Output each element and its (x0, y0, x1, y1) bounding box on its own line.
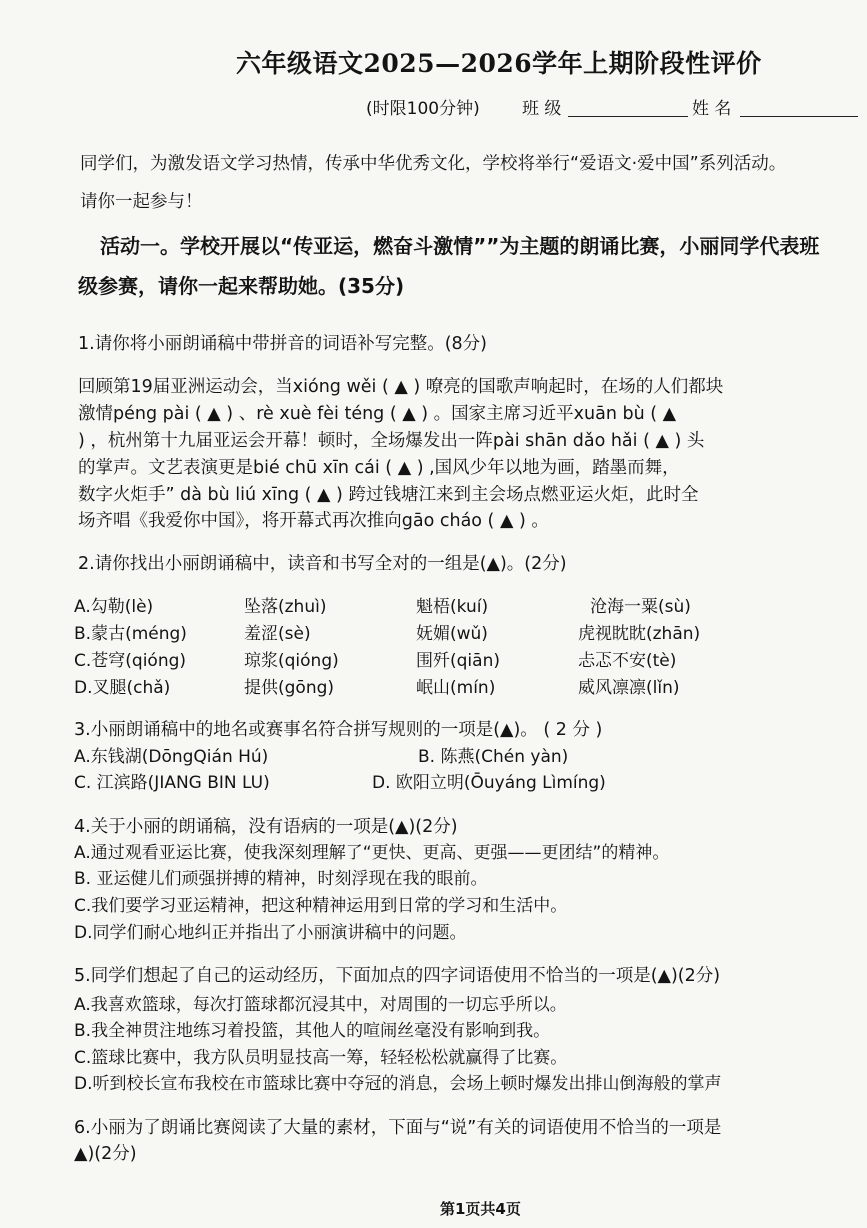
q2-stem: 2.请你找出小丽朗诵稿中，读音和书写全对的一组是(▲)。(2分) (78, 554, 567, 574)
q1-line: ) ，杭州第十九届亚运会开幕！顿时，全场爆发出一阵pài shān dǎo hǎi ( ▲ ) 头 (78, 431, 705, 451)
q4-option-a: A.通过观看亚运比赛，使我深刻理解了“更快、更高、更强——更团结”的精神。 (74, 843, 670, 863)
q2-option-a-2: 坠落(zhuì) (244, 597, 327, 617)
page-title: 六年级语文2025—2026学年上期阶段性评价 (236, 49, 762, 78)
q1-line: 回顾第19届亚洲运动会，当xióng wěi ( ▲ ) 嘹亮的国歌声响起时，在场的人们都块 (78, 377, 724, 397)
q4-option-d: D.同学们耐心地纠正并指出了小丽演讲稿中的问题。 (74, 923, 467, 943)
activity1-heading-line-2: 级参赛，请你一起来帮助她。(35分) (78, 274, 405, 298)
name-blank[interactable] (740, 92, 858, 117)
q2-option-c-2: 琼浆(qióng) (244, 651, 339, 671)
q4-stem: 4.关于小丽的朗诵稿，没有语病的一项是(▲)(2分) (74, 817, 458, 837)
q2-option-b-4: 虎视眈眈(zhān) (578, 624, 701, 644)
q2-option-b-1: B.蒙古(méng) (74, 624, 187, 644)
q2-option-d-1: D.叉腿(chǎ) (74, 678, 171, 698)
q2-option-c-1: C.苍穹(qióng) (74, 651, 187, 671)
q1-line: 激情péng pài ( ▲ ) 、rè xuè fèi téng ( ▲ ) 。国家主席习近平xuān bù ( ▲ (78, 404, 677, 424)
activity1-heading-line-1: 活动一。学校开展以“传亚运，燃奋斗激情””为主题的朗诵比赛，小丽同学代表班 (100, 234, 820, 258)
q3-stem: 3.小丽朗诵稿中的地名或赛事名符合拼写规则的一项是(▲)。 ( 2 分 ) (74, 720, 603, 740)
q2-option-b-3: 妩媚(wǔ) (416, 624, 488, 644)
q2-option-d-2: 提供(gōng) (244, 678, 335, 698)
q3-option-c: C. 江滨路(JIANG BIN LU) (74, 773, 270, 793)
q2-option-d-4: 威风凛凛(lǐn) (578, 678, 680, 698)
q2-option-b-2: 羞涩(sè) (244, 624, 311, 644)
q2-option-d-3: 岷山(mín) (416, 678, 496, 698)
q4-option-c: C.我们要学习亚运精神，把这种精神运用到日常的学习和生活中。 (74, 896, 568, 916)
name-label: 姓 名 (692, 99, 732, 119)
q1-stem: 1.请你将小丽朗诵稿中带拼音的词语补写完整。(8分) (78, 334, 487, 354)
q2-option-c-4: 忐忑不安(tè) (578, 651, 677, 671)
q6-stem-line-1: 6.小丽为了朗诵比赛阅读了大量的素材，下面与“说”有关的词语使用不恰当的一项是 (74, 1118, 722, 1138)
q6-stem-line-2: ▲)(2分) (74, 1144, 137, 1164)
class-label: 班 级 (522, 99, 562, 119)
q5-option-d: D.听到校长宣布我校在市篮球比赛中夺冠的消息，会场上顿时爆发出排山倒海般的掌声 (74, 1074, 722, 1094)
class-blank[interactable] (568, 92, 688, 117)
page-footer: 第1页共4页 (440, 1200, 521, 1218)
intro-line-2: 请你一起参与！ (80, 192, 203, 212)
q4-option-b: B. 亚运健儿们顽强拼搏的精神，时刻浮现在我的眼前。 (74, 869, 488, 889)
intro-line-1: 同学们，为激发语文学习热情，传承中华优秀文化，学校将举行“爱语文·爱中国”系列活动。 (80, 154, 787, 174)
q2-option-a-3: 魁梧(kuí) (416, 597, 489, 617)
q1-line: 数字火炬手” dà bù liú xīng ( ▲ ) 跨过钱塘江来到主会场点燃亚运火炬，此时全 (78, 485, 699, 505)
q5-option-b: B.我全神贯注地练习着投篮，其他人的喧闹丝毫没有影响到我。 (74, 1021, 551, 1041)
q2-option-c-3: 围歼(qiān) (416, 651, 500, 671)
q1-line: 场齐唱《我爱你中国》，将开幕式再次推向gāo cháo ( ▲ ) 。 (78, 511, 549, 531)
q3-option-d: D. 欧阳立明(Ōuyáng Lìmíng) (372, 773, 606, 793)
q3-option-b: B. 陈燕(Chén yàn) (418, 747, 569, 767)
q5-option-a: A.我喜欢篮球，每次打篮球都沉浸其中，对周围的一切忘乎所以。 (74, 995, 567, 1015)
q5-stem: 5.同学们想起了自己的运动经历，下面加点的四字词语使用不恰当的一项是(▲)(2分) (74, 966, 721, 986)
q5-option-c: C.篮球比赛中，我方队员明显技高一筹，轻轻松松就赢得了比赛。 (74, 1048, 568, 1068)
q2-option-a-4: 沧海一粟(sù) (590, 597, 691, 617)
time-limit: (时限100分钟) (366, 99, 480, 119)
q3-option-a: A.东钱湖(DōngQián Hú) (74, 747, 269, 767)
q1-line: 的掌声。文艺表演更是bié chū xīn cái ( ▲ ) ,国风少年以地为画，踏墨而舞， (78, 458, 680, 478)
q2-option-a-1: A.勾勒(lè) (74, 597, 154, 617)
